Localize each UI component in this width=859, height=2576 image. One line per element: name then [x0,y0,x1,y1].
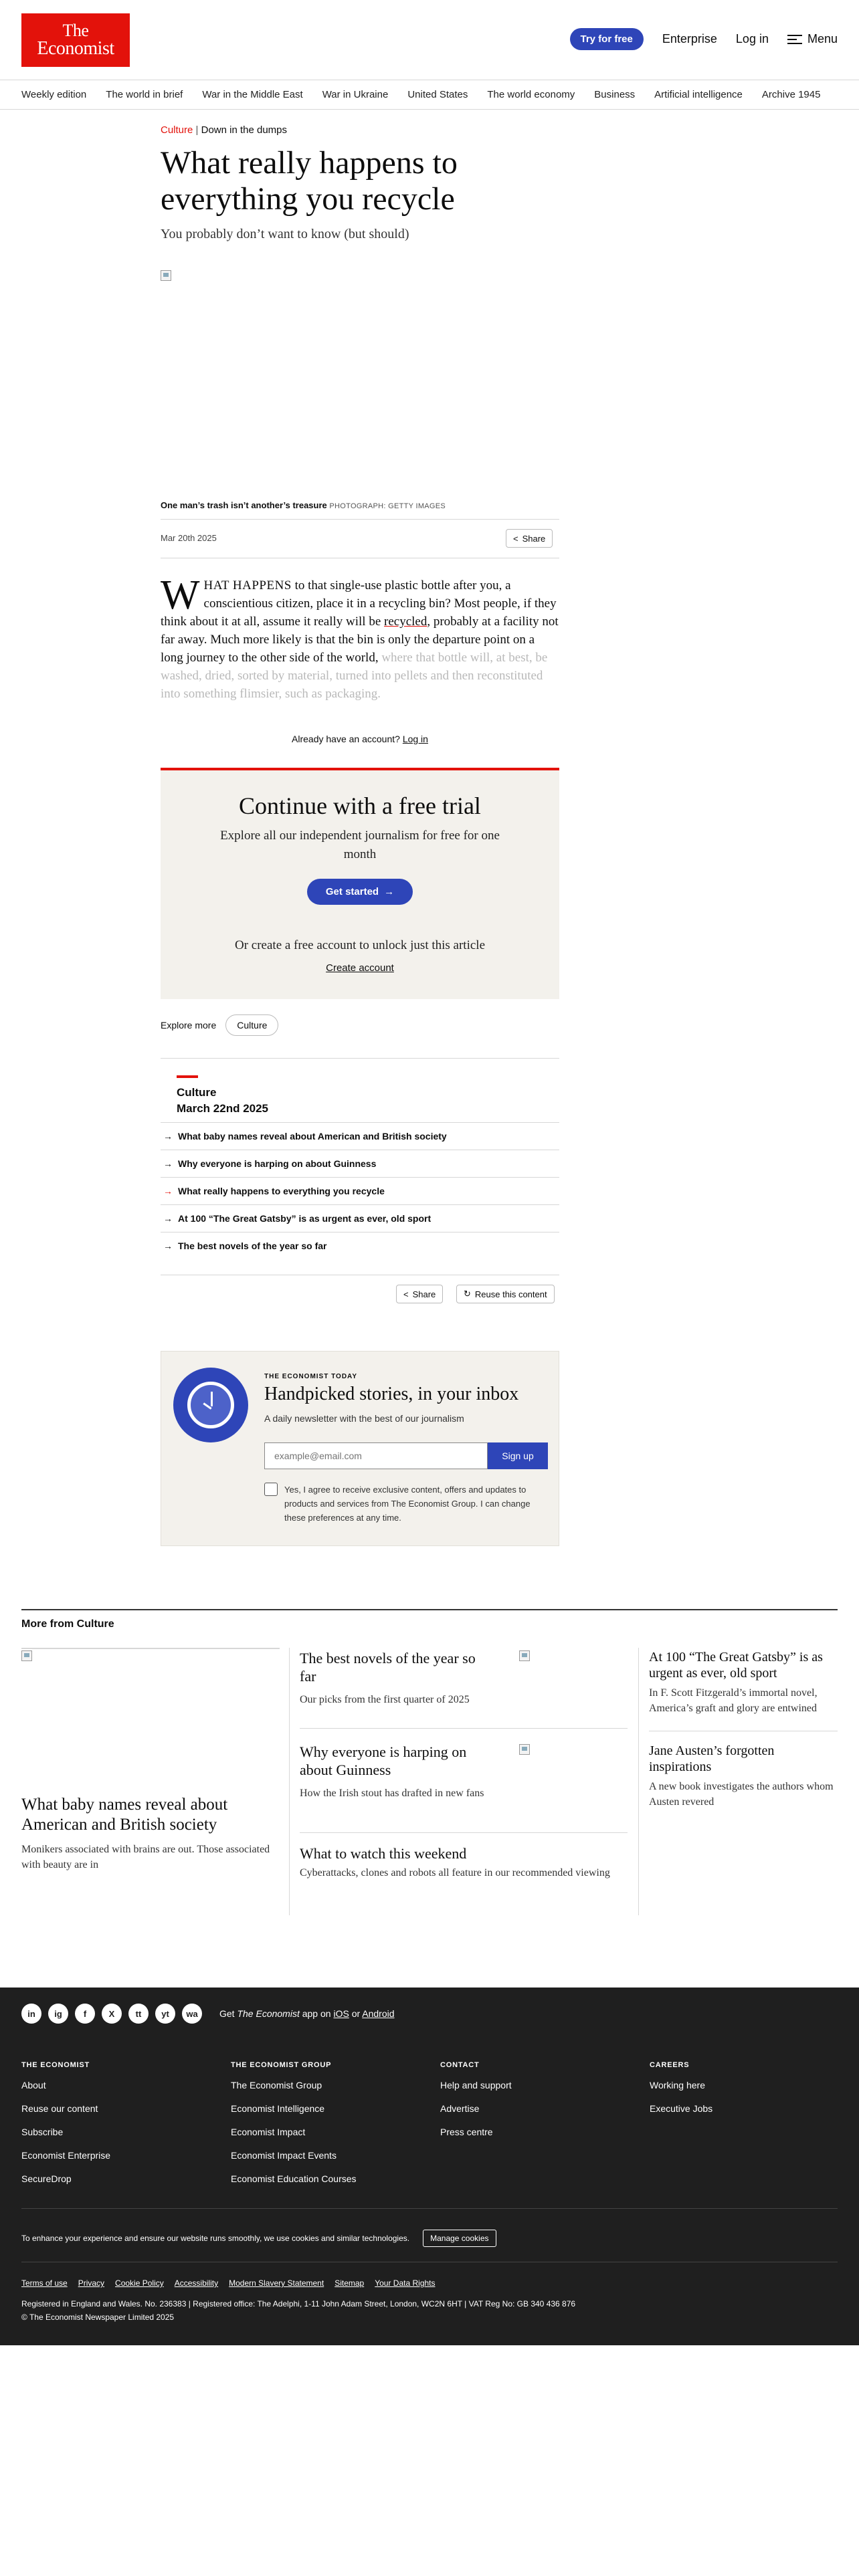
cookie-notice [21,2230,496,2247]
legal-link[interactable]: Your Data Rights [375,2278,436,2288]
registration-text: Registered in England and Wales. No. 236383 | Registered office: The Adelphi, 1-11 John Adam Street, London, WC2N 6HT | VAT Reg No: GB 340 436 876 [21,2299,576,2309]
youtube-icon[interactable]: yt [155,2004,175,2024]
photo-credit: PHOTOGRAPH: GETTY IMAGES [329,502,446,510]
arrow-right-icon: → [163,1186,173,1196]
paywall-title: Continue with a free trial [239,792,481,819]
legal-link[interactable]: Terms of use [21,2278,68,2288]
logo-line-2: Economist [37,38,114,59]
newsletter-description: A daily newsletter with the best of our journalism [264,1413,464,1424]
story-description: How the Irish stout has drafted in new fans [300,1788,484,1799]
paywall-or-text: Or create a free account to unlock just this article [234,938,486,952]
facebook-icon[interactable]: f [75,2004,95,2024]
article-headline: What really happens to everything you recycle [161,145,458,217]
footer-column [21,2061,222,2197]
recycled-link[interactable]: recycled [384,615,427,629]
broken-image-icon [21,1650,32,1661]
body-text-2: , probably at a facility not far away. Much more likely is that the bin is only the departure point on a long journey to the other side of the world, [161,615,559,665]
nav-business[interactable]: Business [594,89,636,100]
footer-column-title: CONTACT [440,2061,480,2069]
ios-link[interactable]: iOS [333,2008,349,2019]
nav-ukraine[interactable]: War in Ukraine [322,89,389,100]
lead-story-image [21,1648,280,1795]
story-headline: What to watch this weekend [300,1845,467,1862]
nav-archive[interactable]: Archive 1945 [761,89,821,100]
column-divider [638,1648,639,1915]
nav-weekly-edition[interactable]: Weekly edition [21,89,87,100]
footer-column [231,2061,432,2197]
arrow-right-icon: → [384,886,395,897]
hero-image [161,270,559,498]
broken-image-icon [519,1650,530,1661]
more-lead-story[interactable] [21,1648,280,1872]
story-description: A new book investigates the authors whom Austen revered [649,1781,834,1808]
share-button-bottom[interactable] [396,1285,443,1303]
linkedin-icon[interactable]: in [21,2004,41,2024]
footer-link[interactable]: SecureDrop [21,2173,72,2184]
explore-label: Explore more [161,1020,217,1031]
refresh-icon: ↻ [464,1289,471,1299]
share-label: Share [522,533,546,544]
arrow-right-icon: → [163,1158,173,1169]
nav-ai[interactable]: Artificial intelligence [654,89,743,100]
story-headline: At 100 “The Great Gatsby” is as urgent as ever, old sport [649,1650,823,1681]
more-story[interactable] [300,1743,495,1801]
series-accent [177,1075,198,1078]
footer-link[interactable]: Economist Intelligence [231,2103,325,2114]
footer-link[interactable]: Executive Jobs [650,2103,713,2114]
login-prompt [161,734,559,744]
legal-link[interactable]: Accessibility [174,2278,219,2288]
lead-story-description: Monikers associated with brains are out. Those associated with beauty are in [21,1844,270,1870]
instagram-icon[interactable]: ig [48,2004,68,2024]
footer-link[interactable]: Reuse our content [21,2103,98,2114]
app-text: or [351,2008,361,2019]
lead-story-headline: What baby names reveal about American and British society [21,1796,228,1834]
footer-link[interactable]: Economist Enterprise [21,2150,111,2161]
newsletter-title: Handpicked stories, in your inbox [264,1384,519,1404]
kicker-separator: | [195,124,199,136]
series-item-label: Why everyone is harping on about Guinness [178,1158,377,1169]
economist-logo[interactable] [21,13,130,67]
broken-image-icon [519,1744,530,1755]
section-nav [0,80,859,110]
series-item[interactable] [161,1122,559,1150]
legal-links [21,2278,436,2288]
manage-cookies-button[interactable]: Manage cookies [423,2230,496,2247]
email-field[interactable] [264,1442,488,1469]
footer-divider [21,2208,838,2209]
more-divider [21,1609,838,1610]
paywall-subtitle: Explore all our independent journalism for free for one month [220,829,500,861]
story-description: Our picks from the first quarter of 2025 [300,1694,470,1705]
create-account-link[interactable]: Create account [326,962,394,974]
app-brand: The Economist [237,2008,300,2019]
newsletter-signup [161,1351,559,1546]
footer-link[interactable]: The Economist Group [231,2080,322,2090]
get-started-button[interactable] [307,879,413,905]
series-item[interactable] [161,1150,559,1177]
footer-link[interactable]: Advertise [440,2103,480,2114]
app-text: Get [219,2008,235,2019]
series-item-label: At 100 “The Great Gatsby” is as urgent as ever, old sport [178,1213,432,1224]
series-list [161,1122,559,1259]
story-headline: Why everyone is harping on about Guinness [300,1743,467,1778]
more-story[interactable] [649,1649,838,1716]
app-promo [219,2008,395,2019]
section-link[interactable]: Culture [161,124,193,136]
story-divider [300,1728,628,1729]
tiktok-icon[interactable]: tt [128,2004,149,2024]
more-story[interactable] [649,1743,838,1810]
newsletter-kicker: THE ECONOMIST TODAY [264,1373,358,1380]
login-link[interactable]: Log in [735,32,769,45]
site-header [0,0,859,80]
article-actions [161,1275,559,1303]
story-thumbnail [519,1744,530,1755]
legal-link[interactable]: Modern Slavery Statement [229,2278,324,2288]
header-actions [570,28,838,50]
footer-link[interactable]: Economist Impact Events [231,2150,337,2161]
footer-column-title: THE ECONOMIST GROUP [231,2061,332,2069]
share-button[interactable] [506,529,553,548]
explore-more [161,1014,278,1036]
nav-middle-east[interactable]: War in the Middle East [202,89,303,100]
story-divider [300,1832,628,1833]
more-story[interactable] [300,1844,628,1881]
nav-united-states[interactable]: United States [407,89,468,100]
article-kicker [161,124,559,136]
lead-smallcaps: HAT HAPPENS [203,578,292,593]
series-title: Culture [177,1086,217,1099]
cookie-text: To enhance your experience and ensure our website runs smoothly, we use cookies and similar technologies. [21,2234,410,2243]
series-item-label: The best novels of the year so far [178,1241,327,1251]
article-rubric: Down in the dumps [201,124,288,136]
image-caption [161,500,446,510]
article-body [161,572,559,703]
series-item[interactable] [161,1232,559,1259]
app-text: app on [302,2008,331,2019]
sign-up-button[interactable]: Sign up [488,1442,548,1469]
menu-label: Menu [807,32,838,45]
footer-column [650,2061,850,2127]
login-prompt-link[interactable]: Log in [402,734,428,744]
explore-tag-culture[interactable]: Culture [225,1014,278,1036]
series-item-current[interactable] [161,1177,559,1204]
menu-button[interactable] [787,32,838,46]
whatsapp-icon[interactable]: wa [182,2004,202,2024]
column-divider [289,1648,290,1915]
series-date: March 22nd 2025 [177,1102,269,1115]
more-from-title: More from Culture [21,1618,114,1630]
footer-link[interactable]: About [21,2080,46,2090]
divider [161,519,559,520]
share-label: Share [412,1289,436,1299]
already-account-text: Already have an account? [292,734,400,744]
footer-link[interactable]: Economist Impact [231,2127,306,2137]
try-for-free-button[interactable]: Try for free [570,28,644,50]
logo-line-1: The [62,21,89,40]
more-story[interactable] [300,1649,495,1707]
story-headline: The best novels of the year so far [300,1650,476,1685]
site-footer [0,1988,859,2345]
get-started-label: Get started [325,886,379,897]
divider [161,1058,559,1059]
caption-text: One man’s trash isn’t another’s treasure [161,500,327,510]
social-links [21,2004,395,2024]
menu-icon [787,35,802,44]
footer-link[interactable]: Working here [650,2080,706,2090]
x-icon[interactable]: X [102,2004,122,2024]
broken-image-icon [161,270,171,281]
legal-link[interactable]: Privacy [78,2278,105,2288]
share-icon: < [403,1289,409,1299]
article-paragraph [161,572,559,703]
footer-column-title: THE ECONOMIST [21,2061,90,2069]
story-description: Cyberattacks, clones and robots all feature in our recommended viewing [300,1867,610,1879]
nav-world-in-brief[interactable]: The world in brief [106,89,183,100]
arrow-right-icon: → [163,1213,173,1224]
footer-link[interactable]: Economist Education Courses [231,2173,357,2184]
copyright-text: © The Economist Newspaper Limited 2025 [21,2313,175,2322]
footer-link[interactable]: Press centre [440,2127,493,2137]
consent-checkbox[interactable] [264,1483,278,1496]
paywall-panel [161,768,559,999]
enterprise-link[interactable]: Enterprise [662,32,717,45]
arrow-right-icon: → [163,1241,173,1251]
android-link[interactable]: Android [362,2008,395,2019]
share-icon: < [513,533,518,544]
clock-icon [173,1368,248,1442]
footer-link[interactable]: Help and support [440,2080,512,2090]
footer-link[interactable]: Subscribe [21,2127,64,2137]
legal-link[interactable]: Cookie Policy [115,2278,164,2288]
article-header [161,124,559,242]
story-description: In F. Scott Fitzgerald’s immortal novel, America’s graft and glory are entwined [649,1687,818,1714]
story-thumbnail [519,1650,530,1661]
footer-column-title: CAREERS [650,2061,690,2069]
body-text-faded: where that bottle will, at best, be washed, dried, sorted by material, turned into pellets and then reconstituted into something flimsier, such as packaging. [161,651,548,701]
arrow-right-icon: → [163,1131,173,1142]
reuse-label: Reuse this content [474,1289,547,1299]
nav-world-economy[interactable]: The world economy [487,89,575,100]
body-text-1: to that single-use plastic bottle after you, a conscientious citizen, place it in a recycling bin? Most people, if they think about it at all, assume it really will be [161,578,557,629]
consent-text: Yes, I agree to receive exclusive content, offers and updates to products and services from The Economist Group. I can change these preferences at any time. [284,1485,531,1523]
reuse-content-button[interactable] [456,1285,555,1303]
article-standfirst: You probably don’t want to know (but should) [161,227,409,241]
series-item-label: What really happens to everything you recycle [178,1186,385,1196]
legal-link[interactable]: Sitemap [335,2278,365,2288]
article-date: Mar 20th 2025 [161,533,217,543]
drop-cap: W [161,572,200,618]
series-item[interactable] [161,1204,559,1232]
footer-column [440,2061,641,2150]
story-headline: Jane Austen’s forgotten inspirations [649,1743,775,1774]
series-item-label: What baby names reveal about American and British society [178,1131,447,1142]
